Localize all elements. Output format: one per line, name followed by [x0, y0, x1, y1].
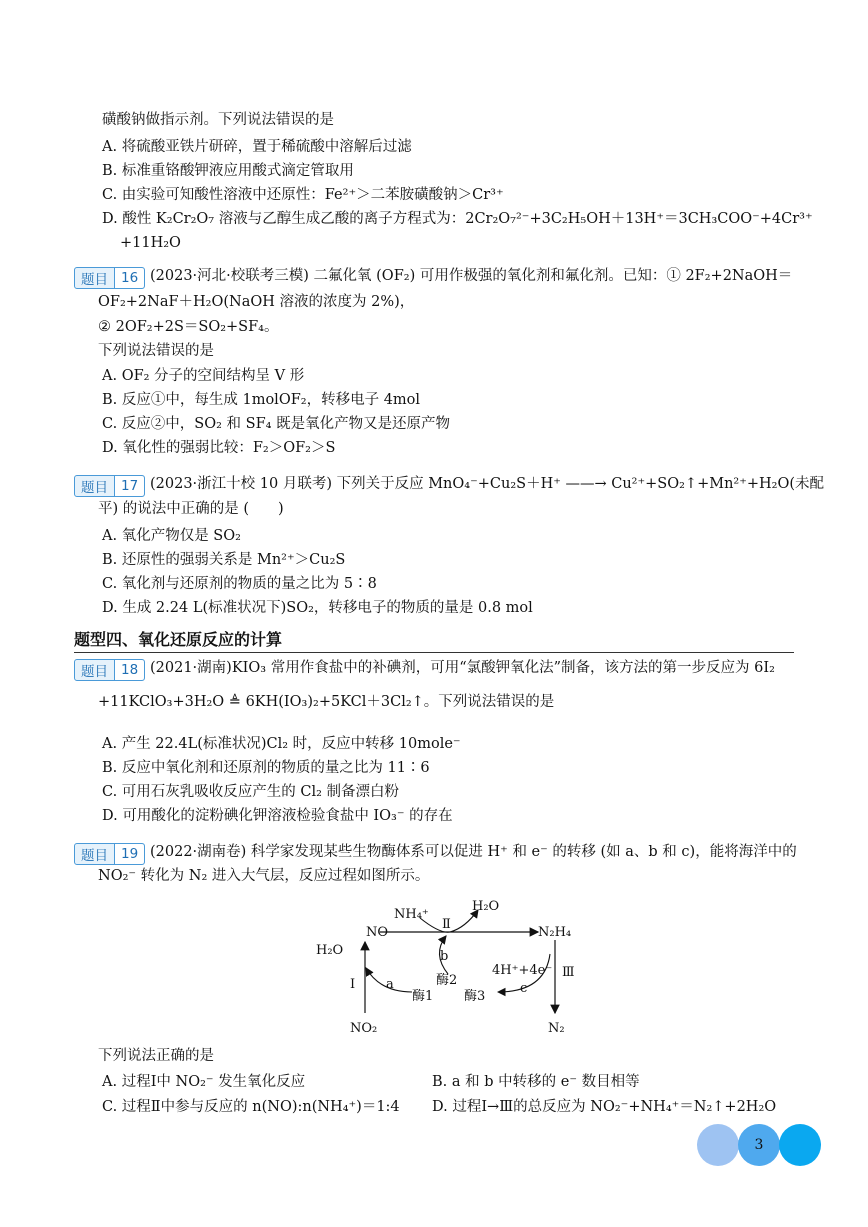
question-badge-18 [74, 659, 145, 681]
badge-label: 题目 [81, 848, 108, 864]
label-enz3: 酶3 [464, 989, 486, 1004]
label-h2o-left: H₂O [316, 943, 344, 958]
q19-option-d: D. 过程Ⅰ→Ⅲ的总反应为 NO₂⁻+NH₄⁺＝N₂↑+2H₂O [432, 1099, 777, 1115]
q17-option-d: D. 生成 2.24 L(标准状况下)SO₂，转移电子的物质的量是 0.8 mol [102, 600, 533, 616]
q16-stem-1: (2023·河北·校联考三模) 二氟化氧 (OF₂) 可用作极强的氧化剂和氟化剂。已知：① 2F₂+2NaOH＝ [150, 268, 793, 284]
q18-stem-1: (2021·湖南)KIO₃ 常用作食盐中的补碘剂，可用“氯酸钾氧化法”制备，该方法的第一步反应为 6I₂ [150, 660, 775, 676]
label-enz1: 酶1 [412, 989, 434, 1004]
q19-option-b: B. a 和 b 中转移的 e⁻ 数目相等 [432, 1074, 640, 1090]
q19-stem-1: (2022·湖南卷) 科学家发现某些生物酶体系可以促进 H⁺ 和 e⁻ 的转移 (如 a、b 和 c)，能将海洋中的 [150, 844, 797, 860]
label-b: b [440, 949, 449, 964]
badge-number: 19 [114, 844, 144, 864]
option-c: C. 由实验可知酸性溶液中还原性：Fe²⁺＞二苯胺磺酸钠＞Cr³⁺ [102, 187, 504, 203]
reaction-diagram [300, 888, 600, 1040]
q18-option-d: D. 可用酸化的淀粉碘化钾溶液检验食盐中 IO₃⁻ 的存在 [102, 808, 453, 824]
q16-stem-2: OF₂+2NaF＋H₂O(NaOH 溶液的浓度为 2%)， [98, 294, 415, 310]
label-n2: N₂ [548, 1021, 565, 1036]
option-b: B. 标准重铬酸钾液应用酸式滴定管取用 [102, 163, 354, 179]
q16-option-d: D. 氧化性的强弱比较：F₂＞OF₂＞S [102, 440, 336, 456]
q16-option-a: A. OF₂ 分子的空间结构呈 V 形 [102, 368, 305, 384]
badge-number: 16 [114, 268, 144, 288]
label-no2: NO₂ [350, 1021, 378, 1036]
option-d: D. 酸性 K₂Cr₂O₇ 溶液与乙醇生成乙酸的离子方程式为：2Cr₂O₇²⁻+3C₂H₅OH＋13H⁺＝3CH₃COO⁻+4Cr³⁺ [102, 211, 813, 227]
label-a: a [386, 977, 394, 992]
q17-option-b: B. 还原性的强弱关系是 Mn²⁺＞Cu₂S [102, 552, 346, 568]
badge-label: 题目 [81, 272, 108, 288]
q16-option-b: B. 反应①中，每生成 1molOF₂，转移电子 4mol [102, 392, 421, 408]
q18-option-c: C. 可用石灰乳吸收反应产生的 Cl₂ 制备漂白粉 [102, 784, 400, 800]
q16-stem-3: ② 2OF₂+2S＝SO₂+SF₄。 [98, 319, 279, 335]
q16-option-c: C. 反应②中，SO₂ 和 SF₄ 既是氧化产物又是还原产物 [102, 416, 451, 432]
q18-option-a: A. 产生 22.4L(标准状况)Cl₂ 时，反应中转移 10mole⁻ [102, 736, 461, 752]
question-badge-19 [74, 843, 145, 865]
intro-line: 磺酸钠做指示剂。下列说法错误的是 [102, 112, 334, 128]
q18-stem-2: +11KClO₃+3H₂O ≜ 6KH(IO₃)₂+5KCl＋3Cl₂↑。下列说法错误的是 [98, 694, 555, 710]
q17-option-c: C. 氧化剂与还原剂的物质的量之比为 5∶8 [102, 576, 377, 592]
q17-stem-2: 平) 的说法中正确的是 ( ) [98, 501, 284, 517]
q18-option-b: B. 反应中氧化剂和还原剂的物质的量之比为 11∶6 [102, 760, 430, 776]
question-badge-17 [74, 475, 145, 497]
badge-label: 题目 [81, 664, 108, 680]
badge-label: 题目 [81, 480, 108, 496]
q19-stem-3: 下列说法正确的是 [98, 1048, 214, 1064]
label-h-e: 4H⁺+4e⁻ [492, 963, 553, 978]
q19-stem-2: NO₂⁻ 转化为 N₂ 进入大气层，反应过程如图所示。 [98, 868, 430, 884]
q17-stem-1: (2023·浙江十校 10 月联考) 下列关于反应 MnO₄⁻+Cu₂S＋H⁺ ——→ Cu²⁺+SO₂↑+Mn²⁺+H₂O(未配 [150, 476, 825, 492]
question-badge-16 [74, 267, 145, 289]
badge-number: 18 [114, 660, 144, 680]
label-step3: Ⅲ [562, 965, 575, 980]
label-no: NO [366, 925, 389, 940]
q19-option-a: A. 过程Ⅰ中 NO₂⁻ 发生氧化反应 [102, 1074, 306, 1090]
page-circle-1 [697, 1124, 739, 1166]
label-enz2: 酶2 [436, 973, 458, 988]
label-step1: Ⅰ [350, 977, 356, 992]
option-d-cont: +11H₂O [120, 235, 181, 251]
label-n2h4: N₂H₄ [538, 925, 572, 940]
q19-option-c: C. 过程Ⅱ中参与反应的 n(NO):n(NH₄⁺)＝1:4 [102, 1099, 400, 1115]
label-c: c [520, 981, 528, 996]
option-a: A. 将硫酸亚铁片研碎，置于稀硫酸中溶解后过滤 [102, 139, 412, 155]
badge-number: 17 [114, 476, 144, 496]
label-h2o-top: H₂O [472, 899, 500, 914]
q16-stem-4: 下列说法错误的是 [98, 343, 214, 359]
q17-option-a: A. 氧化产物仅是 SO₂ [102, 528, 241, 544]
page-number: 3 [738, 1124, 780, 1166]
page-circle-3 [779, 1124, 821, 1166]
label-step2: Ⅱ [442, 917, 451, 932]
label-nh4: NH₄⁺ [394, 907, 429, 922]
section-heading: 题型四、氧化还原反应的计算 [74, 627, 794, 653]
